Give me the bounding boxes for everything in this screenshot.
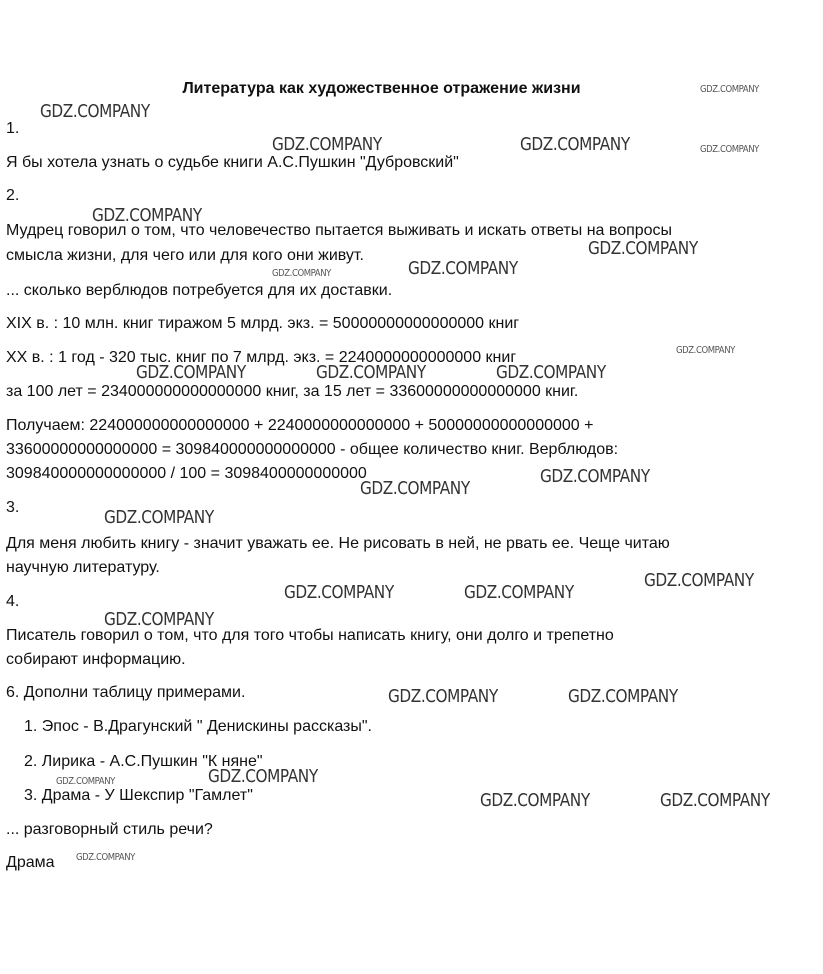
watermark: GDZ.COMPANY bbox=[520, 134, 630, 155]
calc-line-20th-century: XX в. : 1 год - 320 тыс. книг по 7 млрд. экз. = 2240000000000000 книг bbox=[6, 349, 517, 366]
watermark: GDZ.COMPANY bbox=[660, 790, 770, 811]
watermark: GDZ.COMPANY bbox=[408, 258, 518, 279]
watermark: GDZ.COMPANY bbox=[360, 478, 470, 499]
answer-2-line-2: смысла жизни, для чего или для кого они живут. bbox=[6, 247, 364, 264]
calc-result-line-2: 33600000000000000 = 309840000000000000 - общее количество книг. Верблюдов: bbox=[6, 441, 619, 458]
answer-4-line-2: собирают информацию. bbox=[6, 651, 186, 668]
watermark: GDZ.COMPANY bbox=[92, 205, 202, 226]
watermark: GDZ.COMPANY bbox=[644, 570, 754, 591]
section-number-1: 1. bbox=[6, 120, 20, 137]
question-speech-style: ... разговорный стиль речи? bbox=[6, 821, 213, 838]
watermark: GDZ.COMPANY bbox=[700, 144, 759, 155]
calc-result-line-1: Получаем: 224000000000000000 + 2240000000000000 + 50000000000000000 + bbox=[6, 417, 594, 434]
watermark: GDZ.COMPANY bbox=[40, 101, 150, 122]
section-number-4: 4. bbox=[6, 593, 20, 610]
section-number-3: 3. bbox=[6, 499, 20, 516]
watermark: GDZ.COMPANY bbox=[316, 362, 426, 383]
answer-3-line-2: научную литературу. bbox=[6, 559, 160, 576]
answer-2-line-1: Мудрец говорил о том, что человечество пытается выживать и искать ответы на вопросы bbox=[6, 222, 673, 239]
watermark: GDZ.COMPANY bbox=[284, 582, 394, 603]
calc-line-19th-century: XIX в. : 10 млн. книг тиражом 5 млрд. экз. = 50000000000000000 книг bbox=[6, 315, 520, 332]
answer-4-line-1: Писатель говорил о том, что для того чтобы написать книгу, они долго и трепетно bbox=[6, 627, 614, 644]
watermark: GDZ.COMPANY bbox=[104, 507, 214, 528]
answer-drama: Драма bbox=[6, 854, 55, 871]
watermark: GDZ.COMPANY bbox=[136, 362, 246, 383]
document-title: Литература как художественное отражение жизни bbox=[182, 80, 581, 97]
answer-2-question: ... сколько верблюдов потребуется для их доставки. bbox=[6, 282, 393, 299]
example-lyrics: 2. Лирика - А.С.Пушкин "К няне" bbox=[24, 753, 263, 770]
watermark: GDZ.COMPANY bbox=[272, 134, 382, 155]
section-number-2: 2. bbox=[6, 187, 20, 204]
watermark: GDZ.COMPANY bbox=[480, 790, 590, 811]
answer-3-line-1: Для меня любить книгу - значит уважать ее. Не рисовать в ней, не рвать ее. Чеще читаю bbox=[6, 535, 670, 552]
example-epos: 1. Эпос - В.Драгунский " Денискины рассказы". bbox=[24, 718, 372, 735]
example-drama: 3. Драма - У Шекспир "Гамлет" bbox=[24, 787, 253, 804]
watermark: GDZ.COMPANY bbox=[464, 582, 574, 603]
watermark: GDZ.COMPANY bbox=[208, 766, 318, 787]
watermark: GDZ.COMPANY bbox=[676, 345, 735, 356]
watermark: GDZ.COMPANY bbox=[76, 852, 135, 863]
calc-line-100-years: за 100 лет = 234000000000000000 книг, за 15 лет = 33600000000000000 книг. bbox=[6, 383, 579, 400]
watermark: GDZ.COMPANY bbox=[388, 686, 498, 707]
watermark: GDZ.COMPANY bbox=[700, 84, 759, 95]
watermark: GDZ.COMPANY bbox=[56, 776, 115, 787]
watermark: GDZ.COMPANY bbox=[496, 362, 606, 383]
watermark: GDZ.COMPANY bbox=[104, 609, 214, 630]
calc-result-line-3: 309840000000000000 / 100 = 3098400000000000 bbox=[6, 465, 367, 482]
answer-1-text: Я бы хотела узнать о судьбе книги А.С.Пушкин "Дубровский" bbox=[6, 154, 459, 171]
section-6-heading: 6. Дополни таблицу примерами. bbox=[6, 684, 246, 701]
watermark: GDZ.COMPANY bbox=[588, 238, 698, 259]
watermark: GDZ.COMPANY bbox=[272, 268, 331, 279]
watermark: GDZ.COMPANY bbox=[568, 686, 678, 707]
watermark: GDZ.COMPANY bbox=[540, 466, 650, 487]
